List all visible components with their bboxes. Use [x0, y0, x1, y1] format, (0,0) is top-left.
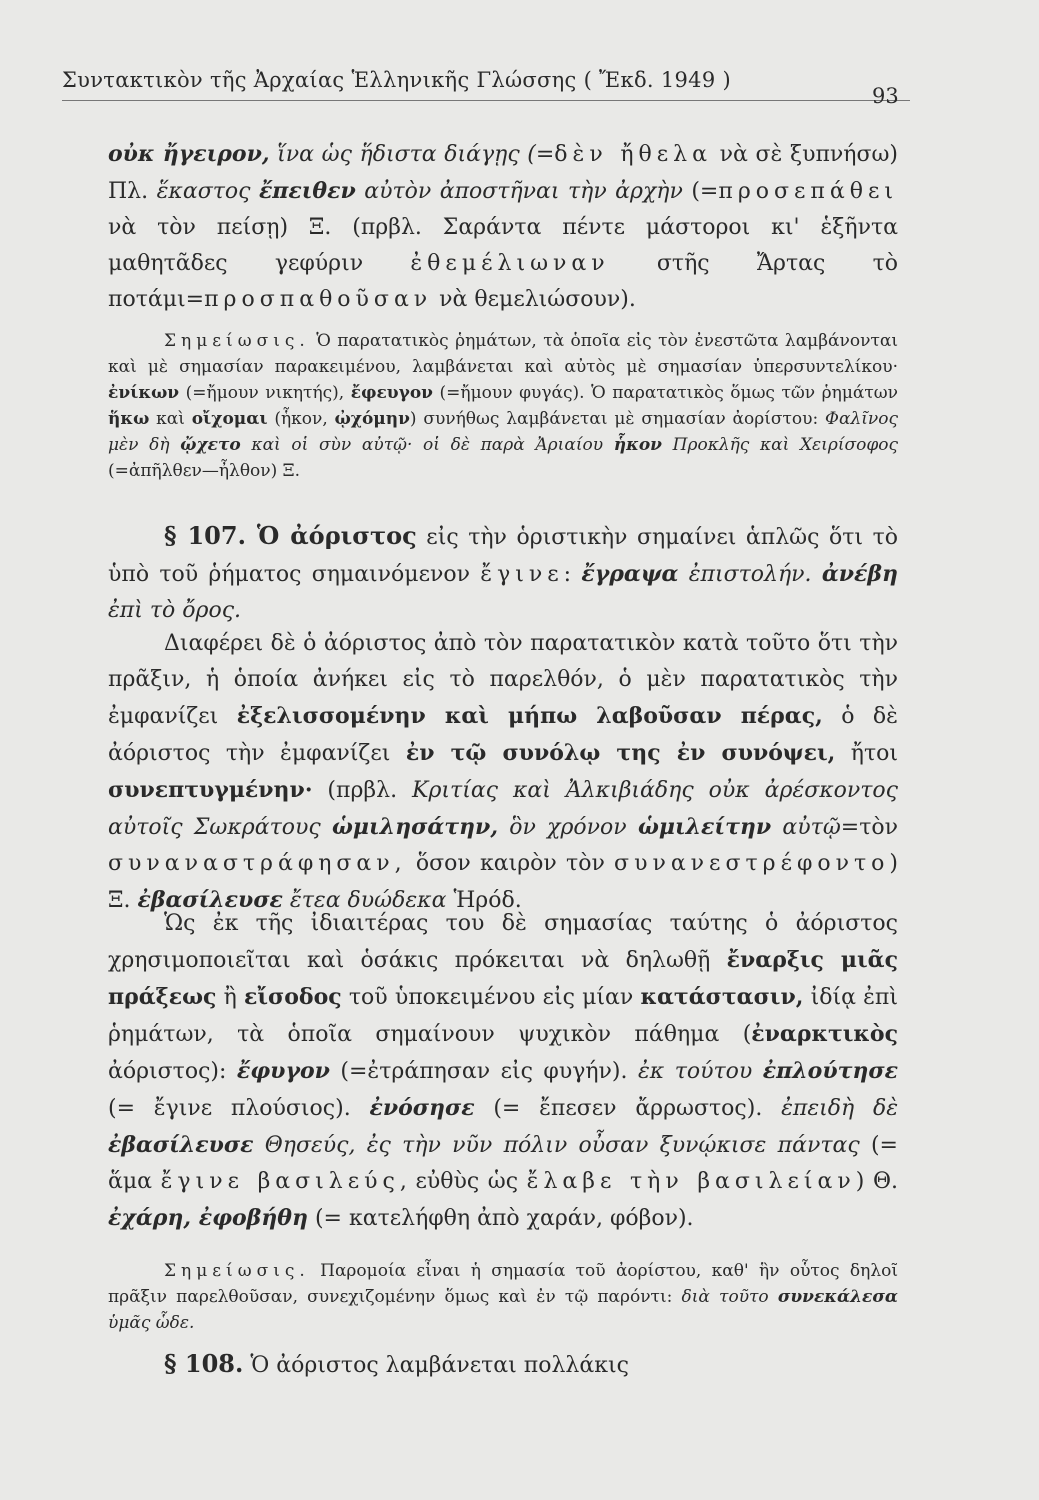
greek-quote: ἐβασίλευσε — [108, 1132, 254, 1158]
text-run: Ὡς ἐκ τῆς ἰδιαιτέρας του δὲ σημασίας ταύτης ὁ ἀόριστος χρησιμοποιεῖται καὶ ὁσάκις πρόκειται νὰ δηλωθῇ — [108, 911, 898, 973]
text-run: εἰς τὴν ὁριστικὴν σημαίνει ἁπλῶς ὅτι τὸ ὑπὸ τοῦ ῥήματος σημαινόμενον — [108, 525, 899, 587]
greek-quote: Φαλῖνος μὲν δὴ — [108, 409, 898, 455]
text-run: τοῦ ὑποκειμένου εἰς μίαν — [341, 985, 641, 1010]
spaced-text: δὲν ἤθελα — [554, 142, 712, 167]
text-run — [250, 179, 258, 204]
greek-quote: οὐκ ἤγειρον, — [108, 141, 270, 167]
bold-term: ἥκω — [108, 409, 150, 429]
greek-quote: ἐβασίλευσε — [137, 887, 283, 913]
section-108 — [108, 1346, 898, 1384]
greek-quote: ᾤχετο — [180, 435, 241, 455]
greek-quote: ἔπειθεν — [258, 178, 356, 204]
text-run: ) Θ. — [855, 1169, 898, 1194]
text-run: ἰδίᾳ ἐπὶ ῥημάτων, τὰ ὁποῖα σημαίνουν ψυχικὸν πάθημα ( — [108, 985, 899, 1047]
note-text — [108, 1258, 898, 1336]
text-run: ἤτοι — [835, 741, 898, 766]
text-run: ὅσον καιρὸν τὸν — [406, 851, 615, 876]
text-run: Ὁ ἀόριστος λαμβάνεται πολλάκις — [243, 1353, 629, 1378]
greek-quote: καὶ οἱ σὺν αὐτῷ· οἱ δὲ παρὰ Ἀριαίου — [240, 435, 614, 455]
spaced-text: προσεπάθει — [718, 179, 898, 204]
greek-quote: Προκλῆς καὶ Χειρίσοφος — [661, 435, 899, 455]
bold-term: συνεπτυγμένην· — [108, 777, 313, 803]
greek-quote: ὑμᾶς ὧδε. — [108, 1313, 195, 1333]
bold-term: ἐναρκτικὸς — [751, 1021, 898, 1047]
greek-quote: ἐπὶ τὸ ὄρος. — [108, 598, 242, 623]
text-run: καὶ — [149, 409, 192, 429]
text-run: (= — [682, 179, 719, 204]
section-107 — [108, 518, 898, 629]
text-run: (= ἔπεσεν ἄρρωστος). — [474, 1096, 782, 1121]
greek-quote: ἔτεα δυώδεκα — [282, 888, 447, 913]
bold-term: ἐνίκων — [108, 383, 180, 403]
text-run: (=ἤμουν φυγάς). Ὁ παρατατικὸς ὅμως τῶν ῥημάτων — [432, 383, 898, 403]
paragraph-examples — [108, 136, 898, 318]
greek-quote: αὐτῷ — [771, 815, 841, 840]
note-label: Σημείωσις. — [164, 1261, 310, 1281]
section-text — [108, 1346, 898, 1384]
text-run: ) Ξ. — [108, 851, 898, 913]
greek-quote: ἐχάρη, ἐφοβήθη — [108, 1205, 308, 1231]
text-run: νὰ σὲ ξυπνήσω) Πλ. — [108, 142, 898, 204]
bold-term: ἔφευγον — [350, 383, 433, 403]
paragraph-text — [108, 906, 898, 1237]
text-run: ὁ δὲ ἀόριστος τὴν ἐμφανίζει — [108, 704, 898, 766]
bold-term: οἴχομαι — [191, 409, 268, 429]
bold-term: εἴσοδος — [244, 984, 342, 1010]
text-run: (=ἤμουν νικητής), — [179, 383, 351, 403]
running-header — [62, 68, 910, 101]
text-run: (πρβλ. — [312, 778, 413, 803]
section-title: Ὁ ἀόριστος — [245, 521, 417, 550]
greek-quote: Κριτίας καὶ Ἀλκιβιάδης οὐκ ἀρέσκοντος αὐτοῖς Σωκράτους — [108, 778, 898, 840]
spaced-text: ἔλαβε τὴν βασιλείαν — [526, 1169, 856, 1194]
text-run: ἢ — [216, 985, 244, 1010]
greek-quote: συνεκάλεσα — [777, 1287, 898, 1307]
greek-quote: ὃν χρόνον — [497, 815, 638, 840]
text-run: (= ἅμα — [108, 1133, 898, 1194]
greek-quote: ἐνόσησε — [369, 1095, 475, 1121]
text-run: : — [563, 562, 582, 587]
paragraph-text — [108, 136, 898, 318]
greek-quote: διὰ τοῦτο — [681, 1287, 778, 1307]
running-title: Συντακτικὸν τῆς Ἀρχαίας Ἑλληνικῆς Γλώσσης ( Ἔκδ. 1949 ) — [62, 68, 731, 92]
spaced-text: συνανεστρέφοντο — [614, 851, 890, 876]
greek-quote: ἐπειδὴ δὲ — [781, 1096, 899, 1121]
text-run: (=ἐτράπησαν εἰς φυγήν). — [329, 1059, 638, 1084]
text-run: ἵνα ὡς ἥδιστα διάγῃς (= — [269, 142, 555, 167]
greek-quote: ἔγραψα — [581, 561, 679, 587]
greek-quote: ἀνέβη — [821, 561, 899, 587]
section-number: § 108. — [164, 1349, 244, 1378]
greek-quote: αὐτὸν ἀποστῆναι τὴν ἀρχὴν — [355, 179, 683, 204]
spaced-text: συναναστράφησαν, — [108, 851, 407, 876]
greek-quote: ἔφυγον — [236, 1058, 330, 1084]
text-run: νὰ θεμελιώσουν). — [432, 287, 636, 312]
note-label: Σημείωσις. — [164, 331, 310, 351]
greek-quote: ὡμιλείτην — [637, 814, 772, 840]
text-run: ) συνήθως λαμβάνεται μὲ σημασίαν ἀορίστου: — [409, 409, 826, 429]
spaced-text: ἐθεμέλιωναν — [410, 251, 610, 276]
greek-quote: ἐκ τούτου — [637, 1059, 763, 1084]
paragraph-text — [108, 626, 898, 919]
bold-term: κατάστασιν, — [640, 984, 804, 1010]
paragraph-difference — [108, 626, 898, 919]
greek-quote: ἐπλούτησε — [762, 1058, 898, 1084]
text-run: =τὸν — [840, 815, 898, 840]
spaced-text: ἔγινε — [480, 562, 564, 587]
note-text — [108, 328, 898, 484]
greek-quote: ἧκον — [613, 435, 662, 455]
section-text — [108, 518, 898, 629]
text-run: , εὐθὺς ὡς — [399, 1169, 527, 1194]
text-run: (= ἔγινε πλούσιος). — [108, 1096, 370, 1121]
paragraph-inceptive — [108, 906, 898, 1237]
bold-term: ἔναρξις μιᾶς πράξεως — [108, 947, 898, 1010]
text-run: ἀόριστος): — [108, 1059, 237, 1084]
text-run: νὰ τὸν πείσῃ) Ξ. (πρβλ. Σαράντα πέντε μάστοροι κι' ἑξῆντα μαθητᾶδες γεφύριν — [108, 215, 898, 276]
section-number: § 107. — [164, 521, 246, 550]
spaced-text: ἔγινε βασιλεύς — [160, 1169, 400, 1194]
note-aorist — [108, 1258, 898, 1336]
greek-quote: ἕκαστος — [156, 179, 251, 204]
text-run: Ἡρόδ. — [446, 888, 522, 913]
bold-term: ἐν τῷ συνόλῳ της ἐν συνόψει, — [405, 740, 836, 766]
greek-quote: Θησεύς, ἐς τὴν νῦν πόλιν οὖσαν ξυνῴκισε πάντας — [253, 1133, 860, 1158]
text-run: Διαφέρει δὲ ὁ ἀόριστος ἀπὸ τὸν παρατατικὸν κατὰ τοῦτο ὅτι τὴν πρᾶξιν, ἡ ὁποία ἀνήκει εἰς τὸ παρελθόν, ὁ μὲν παρατατικὸς τὴν ἐμφανίζει — [108, 631, 898, 729]
greek-quote: ἐπιστολήν. — [678, 562, 822, 587]
text-run: στῆς Ἄρτας τὸ ποτάμι= — [108, 251, 898, 312]
note-imperfect — [108, 328, 898, 484]
bold-term: ἐξελισσομένην καὶ μήπω λαβοῦσαν πέρας, — [236, 703, 823, 729]
text-run: (=ἀπῆλθεν—ἦλθον) Ξ. — [108, 461, 301, 481]
page-number: 93 — [872, 84, 899, 108]
text-run: (= κατελήφθη ἀπὸ χαράν, φόβον). — [307, 1206, 694, 1231]
spaced-text: προσπαθοῦσαν — [204, 287, 433, 312]
text-run: Ὁ παρατατικὸς ῥημάτων, τὰ ὁποῖα εἰς τὸν ἐνεστῶτα λαμβάνονται καὶ μὲ σημασίαν παρακειμένου, λαμβάνεται καὶ αὐτὸς μὲ σημασίαν ὑπερσυντελίκου· — [108, 331, 898, 377]
text-run: (ἧκον, — [267, 409, 335, 429]
bold-term: ᾠχόμην — [334, 409, 410, 429]
greek-quote: ὡμιλησάτην, — [331, 814, 498, 840]
text-run: Παρομοία εἶναι ἡ σημασία τοῦ ἀορίστου, καθ' ἣν οὗτος δηλοῖ πρᾶξιν παρελθοῦσαν, συνεχιζομένην ὅμως καὶ ἐν τῷ παρόντι: — [108, 1261, 898, 1307]
